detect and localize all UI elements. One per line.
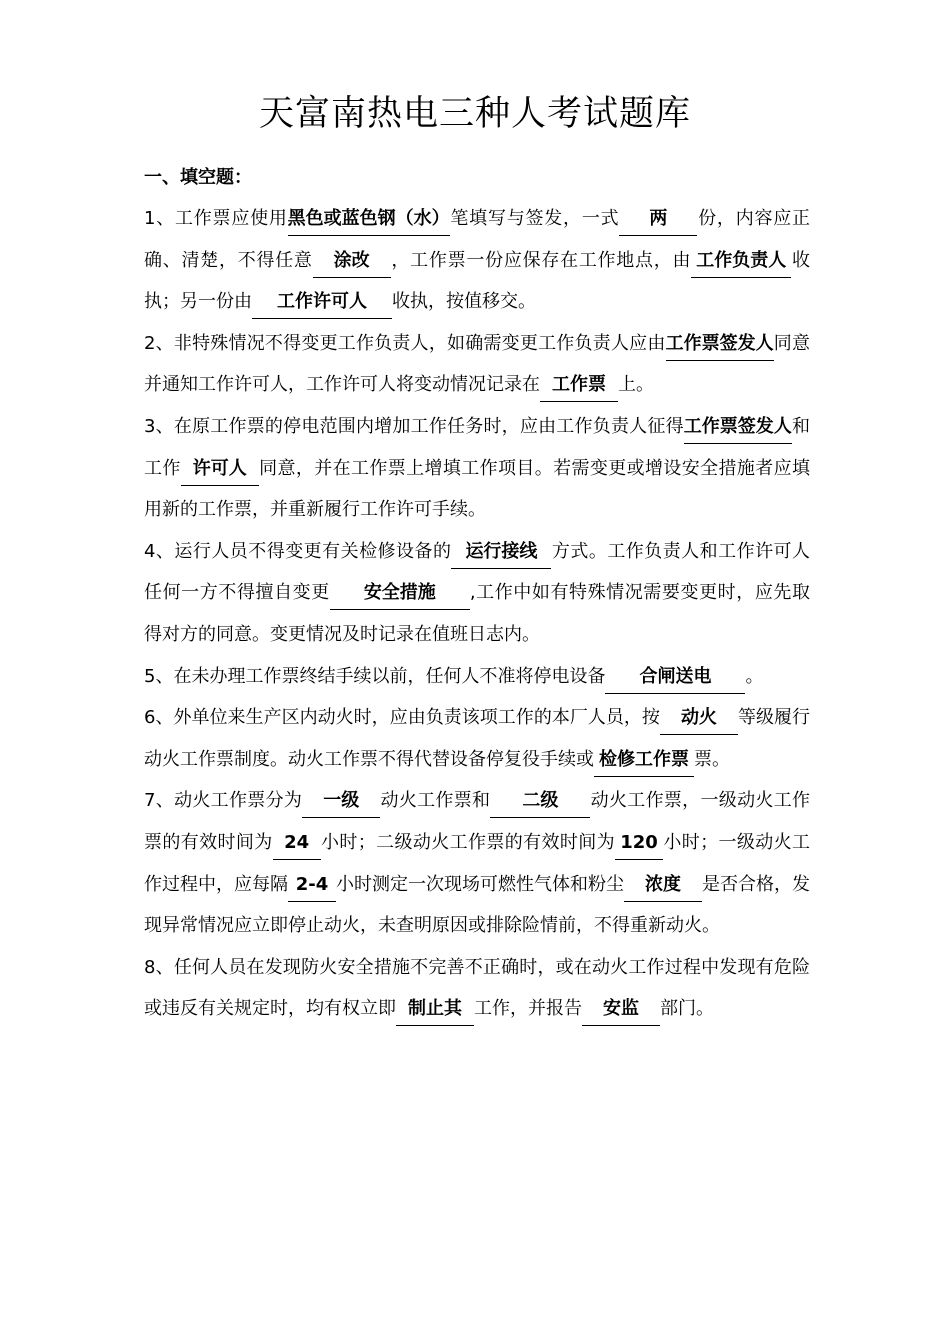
- answer-blank: 涂改: [313, 244, 391, 278]
- question-item: [144, 947, 810, 1030]
- question-item: [144, 697, 810, 780]
- question-text: 方式。工作负责人和工作许可人任何一方不得擅自变更: [144, 540, 811, 604]
- answer-blank: 运行接线: [451, 535, 551, 569]
- question-text: ，工作票一份应保存在工作地点，由: [390, 249, 692, 271]
- question-text: 4、运行人员不得变更有关检修设备的: [144, 540, 452, 562]
- answer-blank: 工作票签发人: [684, 410, 792, 444]
- answer-blank: 安监: [582, 992, 660, 1026]
- question-text: 。: [745, 665, 764, 687]
- question-text: 收执；另一份由: [144, 249, 811, 313]
- question-text: 小时测定一次现场可燃性气体和粉尘: [336, 873, 624, 895]
- answer-blank: 检修工作票: [594, 743, 694, 777]
- question-text: 8、任何人员在发现防火安全措施不完善不正确时，或在动火工作过程中发现有危险或违反有关规定时，均有权立即: [144, 956, 810, 1020]
- question-text: 工作，并报告: [474, 998, 582, 1020]
- question-text: 部门。: [660, 998, 714, 1020]
- answer-blank: 浓度: [624, 868, 702, 902]
- question-text: 3、在原工作票的停电范围内增加工作任务时，应由工作负责人征得: [144, 415, 684, 437]
- question-text: 小时；一级动火工作过程中，应每隔: [144, 831, 810, 895]
- question-item: [144, 531, 810, 656]
- answer-blank: 许可人: [181, 452, 259, 486]
- question-text: 7、动火工作票分为: [144, 790, 303, 812]
- question-item: [144, 780, 810, 946]
- question-text: 1、工作票应使用: [144, 208, 288, 229]
- question-item: [144, 406, 810, 531]
- question-text: 等级履行动火工作票制度。动火工作票不得代替设备停复役手续或: [144, 707, 811, 770]
- answer-blank: 工作票签发人: [666, 327, 774, 361]
- question-text: 同意，并在工作票上增填工作项目。若需变更或增设安全措施者应填用新的工作票，并重新履行工作许可手续。: [144, 457, 810, 521]
- answer-blank: 二级: [490, 784, 590, 818]
- answer-blank: 动火: [660, 701, 738, 735]
- question-text: 是否合格，发现异常情况应立即停止动火，未查明原因或排除险情前，不得重新动火。: [144, 873, 810, 937]
- question-text: 同意并通知工作许可人，工作许可人将变动情况记录在: [144, 332, 811, 396]
- answer-blank: 2-4: [288, 868, 336, 902]
- answer-blank: 制止其: [396, 992, 474, 1026]
- page-title: 天富南热电三种人考试题库: [258, 94, 691, 134]
- answer-blank: 两: [619, 202, 697, 236]
- question-text: 上。: [618, 374, 654, 396]
- question-text: 票。: [694, 748, 730, 770]
- question-text: 2、非特殊情况不得变更工作负责人，如确需变更工作负责人应由: [144, 332, 666, 354]
- answer-blank: 120: [615, 826, 663, 860]
- answer-blank: 工作许可人: [252, 285, 392, 319]
- question-text: 动火工作票，一级动火工作票的有效时间为: [144, 790, 811, 853]
- question-text: 收执，按值移交。: [392, 291, 536, 313]
- answer-blank: 24: [273, 826, 321, 860]
- answer-blank: 工作票: [540, 368, 618, 402]
- question-text: 6、外单位来生产区内动火时，应由负责该项工作的本厂人员，按: [144, 707, 660, 729]
- question-item: [144, 198, 810, 323]
- question-list: [144, 198, 810, 1030]
- question-text: 小时；二级动火工作票的有效时间为: [320, 831, 615, 853]
- section-heading: 一、填空题：: [144, 167, 252, 188]
- question-text: 动火工作票和: [380, 790, 491, 812]
- answer-blank: 安全措施: [330, 576, 470, 610]
- question-item: [144, 323, 810, 406]
- question-text: 份，内容应正确、清楚，不得任意: [144, 208, 811, 271]
- answer-blank: 工作负责人: [691, 244, 791, 278]
- question-text: 5、在未办理工作票终结手续以前，任何人不准将停电设备: [144, 665, 606, 687]
- answer-blank: 一级: [302, 784, 380, 818]
- question-text: ,工作中如有特殊情况需要变更时，应先取得对方的同意。变更情况及时记录在值班日志内。: [144, 582, 810, 645]
- question-item: [144, 656, 810, 698]
- answer-blank: 合闸送电: [605, 660, 745, 694]
- answer-blank: 黑色或蓝色钢（水）: [288, 202, 450, 236]
- question-text: 笔填写与签发，一式: [449, 208, 620, 229]
- question-text: 和工作: [144, 415, 811, 479]
